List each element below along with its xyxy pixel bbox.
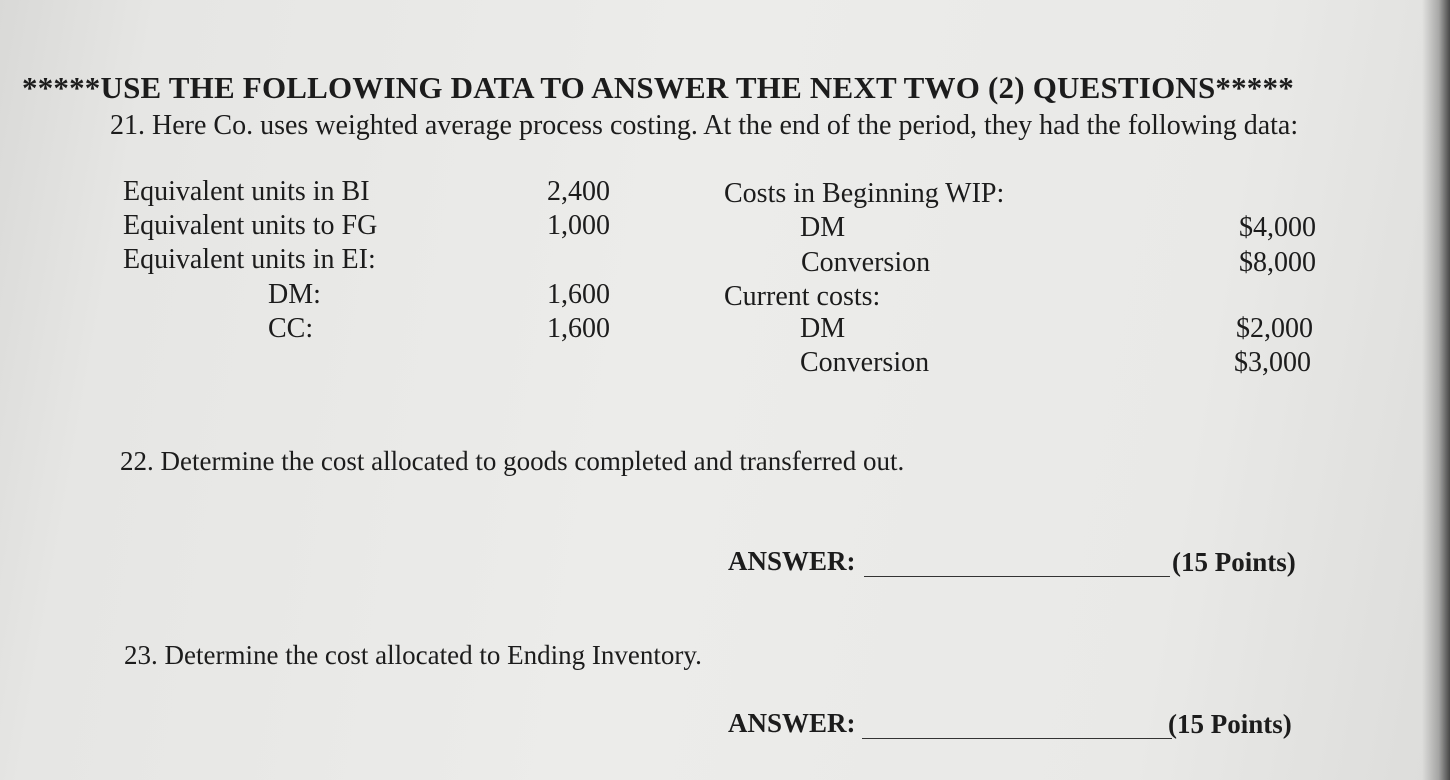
- equivalent-units-bi-value: 2,400: [547, 176, 610, 207]
- ei-cc-value: 1,600: [547, 313, 610, 344]
- beginning-wip-label: Costs in Beginning WIP:: [724, 178, 1005, 209]
- question-23-points: (15 Points): [1168, 709, 1292, 739]
- current-costs-dm-value: $2,000: [1236, 313, 1313, 344]
- screen-edge-shadow: [1422, 0, 1450, 780]
- equivalent-units-ei-label: Equivalent units in EI:: [123, 244, 376, 275]
- question-22-text: 22. Determine the cost allocated to goods completed and transferred out.: [120, 446, 905, 476]
- current-costs-conversion-label: Conversion: [800, 347, 930, 378]
- question-22-points: (15 Points): [1172, 547, 1296, 577]
- ei-dm-label: DM:: [268, 279, 321, 310]
- beginning-wip-conversion-label: Conversion: [801, 247, 931, 278]
- question-23-answer-line[interactable]: [862, 738, 1172, 739]
- current-costs-dm-label: DM: [800, 313, 846, 344]
- question-21-text: 21. Here Co. uses weighted average process costing. At the end of the period, they had the following data:: [110, 110, 1299, 141]
- beginning-wip-dm-value: $4,000: [1239, 212, 1316, 243]
- question-23-text: 23. Determine the cost allocated to Ending Inventory.: [124, 640, 702, 670]
- equivalent-units-bi-label: Equivalent units in BI: [123, 176, 370, 207]
- equivalent-units-fg-value: 1,000: [547, 210, 610, 241]
- current-costs-conversion-value: $3,000: [1234, 347, 1311, 378]
- ei-cc-label: CC:: [268, 313, 314, 344]
- question-22-answer-line[interactable]: [864, 576, 1170, 577]
- beginning-wip-dm-label: DM: [800, 212, 846, 243]
- ei-dm-value: 1,600: [547, 279, 610, 310]
- section-heading: *****USE THE FOLLOWING DATA TO ANSWER THE NEXT TWO (2) QUESTIONS*****: [22, 70, 1294, 105]
- current-costs-label: Current costs:: [724, 281, 881, 312]
- equivalent-units-fg-label: Equivalent units to FG: [123, 210, 378, 241]
- beginning-wip-conversion-value: $8,000: [1239, 247, 1316, 278]
- question-22-answer-label: ANSWER:: [728, 546, 856, 576]
- question-23-answer-label: ANSWER:: [728, 708, 856, 738]
